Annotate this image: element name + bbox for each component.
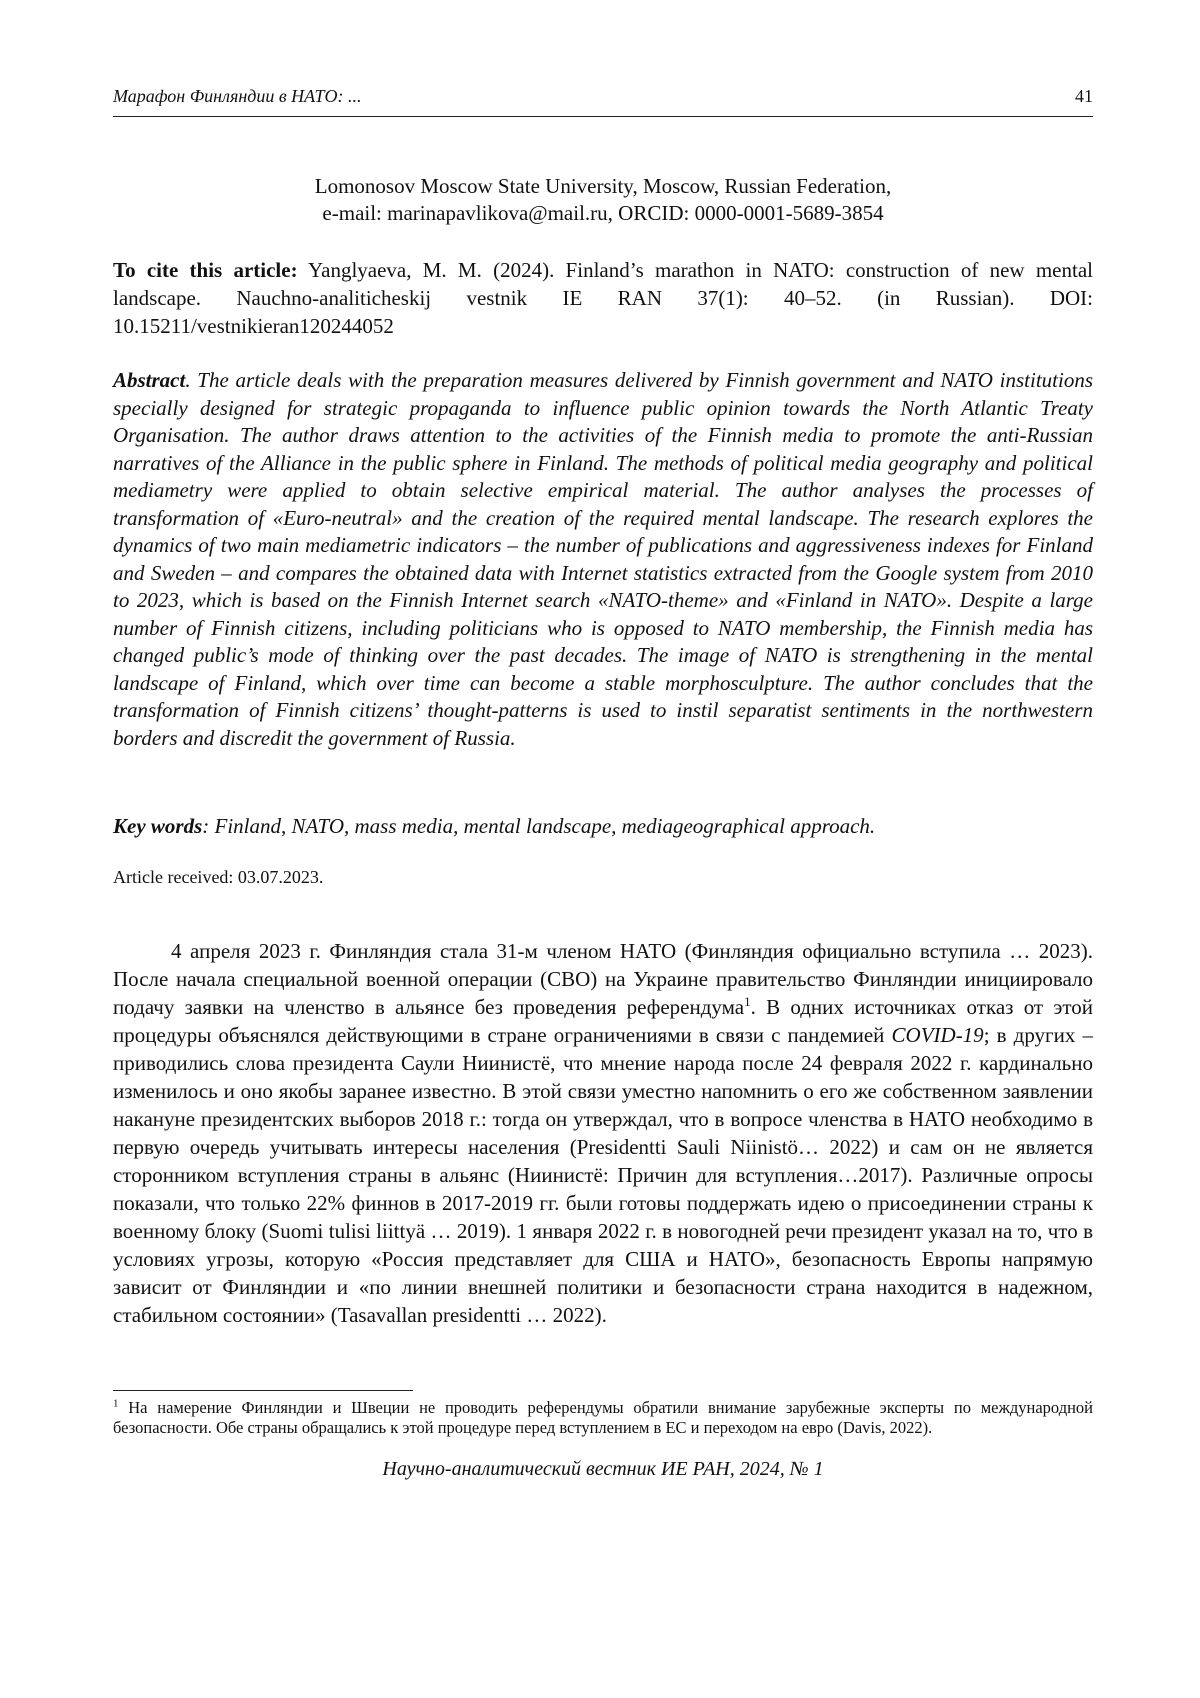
footnote-divider xyxy=(113,1390,413,1391)
body-text-part: ; в других – приводились слова президента Саули Ниинистё, что мнение народа после 24 февраля 2022 г. кардинально изменилось и оно якобы заранее известно. В этой связи уместно напомнить о его же собственном заявлении накануне президентских выборов 2018 г.: тогда он утверждал, что в вопросе членства в НАТО необходимо в первую очередь учитывать интересы населения (Presidentti Sauli Niinistö… 2022) и сам он не является сторонником вступления страны в альянс (Ниинистё: Причин для вступления…2017). Различные опросы показали, что только 22% финнов в 2017-2019 гг. были готовы поддержать идею о присоединении страны к военному блоку (Suomi tulisi liittyä … 2019). 1 января 2022 г. в новогодней речи президент указал на то, что в условиях угрозы, которую «Россия представляет для США и НАТО», безопасность Европы напрямую зависит от Финляндии и «по линии внешней политики и безопасности страна находится в надежном, стабильном состоянии» (Tasavallan presidentti … 2022). xyxy=(113,1023,1093,1327)
affiliation-email-line: e-mail: marinapavlikova@mail.ru, ORCID: 0000-0001-5689-3854 xyxy=(322,201,884,225)
covid-term: COVID-19 xyxy=(891,1023,984,1047)
body-text-part: 4 апреля 2023 г. Финляндия стала 31-м членом НАТО (Финляндия официально вступила … 2023). После начала специальной военной операции (СВО) на Украине правительство Финляндии инициировало подачу заявки на членство в альянсе без проведения референдума xyxy=(113,939,1093,1019)
affiliation-line: Lomonosov Moscow State University, Moscow, Russian Federation, xyxy=(314,174,892,198)
abstract-label: Abstract xyxy=(113,368,186,392)
keywords-label: Key words xyxy=(113,814,203,838)
footnote-text: На намерение Финляндии и Швеции не проводить референдумы обратили внимание зарубежные эксперты по международной безопасности. Обе страны обращались к этой процедуре перед вступлением в ЕС и переходом на евро (Davis, 2022). xyxy=(113,1398,1093,1437)
citation-label: To cite this article: xyxy=(113,258,298,282)
body-text-part: . В одних источниках отказ от этой процедуры объяснялся действующими в стране ограничениями в связи с пандемией xyxy=(113,995,1093,1047)
body-paragraph xyxy=(113,937,1093,1329)
abstract-block xyxy=(113,367,1093,752)
keywords-block xyxy=(113,813,1093,840)
citation-text: Yanglyaeva, M. M. (2024). Finland’s marathon in NATO: construction of new mental landscape. Nauchno-analiticheskij vestnik IE RAN 37(1): 40–52. (in Russian). DOI: 10.15211/vestnikieran120244052 xyxy=(113,258,1093,338)
abstract-text: . The article deals with the preparation measures delivered by Finnish government and NATO institutions specially designed for strategic propaganda to influence public opinion towards the North Atlantic Treaty Organisation. The author draws attention to the activities of the Finnish media to promote the anti-Russian narratives of the Alliance in the public sphere in Finland. The methods of political media geography and political mediametry were applied to obtain selective empirical material. The author analyses the processes of transformation of «Euro-neutral» and the creation of the required mental landscape. The research explores the dynamics of two main mediametric indicators – the number of publications and aggressiveness indexes for Finland and Sweden – and compares the obtained data with Internet statistics extracted from the Google system from 2010 to 2023, which is based on the Finnish Internet search «NATO-theme» and «Finland in NATO». Despite a large number of Finnish citizens, including politicians who is opposed to NATO membership, the Finnish media has changed public’s mode of thinking over the past decades. The image of NATO is strengthening in the mental landscape of Finland, which over time can become a stable morphosculpture. The author concludes that the transformation of Finnish citizens’ thought-patterns is used to instil separatist sentiments in the northwestern borders and discredit the government of Russia. xyxy=(113,368,1093,750)
page-number: 41 xyxy=(1075,86,1093,106)
running-header xyxy=(113,86,1093,117)
journal-footer: Научно-аналитический вестник ИЕ РАН, 2024, № 1 xyxy=(382,1458,824,1480)
running-title: Марафон Финляндии в НАТО: ... xyxy=(113,86,362,106)
author-affiliation xyxy=(113,173,1093,227)
footnote xyxy=(113,1398,1093,1438)
keywords-text: : Finland, NATO, mass media, mental landscape, mediageographical approach. xyxy=(202,814,876,838)
footnote-number: 1 xyxy=(113,1397,119,1410)
footnote-reference[interactable]: 1 xyxy=(744,994,751,1009)
article-received: Article received: 03.07.2023. xyxy=(113,867,324,887)
citation-block xyxy=(113,256,1093,340)
